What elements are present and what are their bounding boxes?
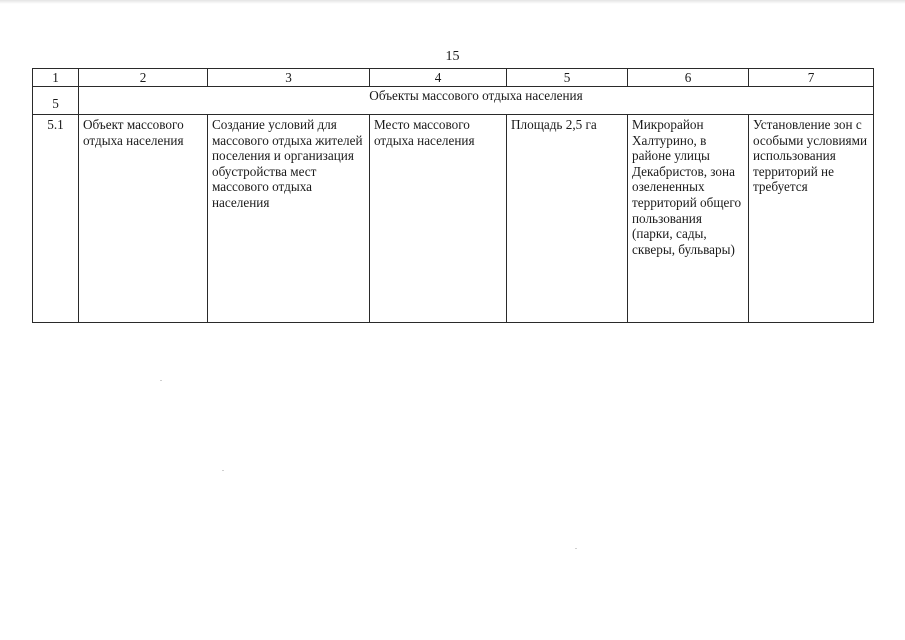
scan-speck bbox=[222, 470, 224, 471]
column-number-cell: 5 bbox=[507, 69, 628, 87]
section-row bbox=[33, 87, 874, 115]
object-name-cell: Объект массового отдыха населения bbox=[79, 115, 208, 323]
row-number: 5.1 bbox=[33, 115, 79, 323]
column-number-cell: 1 bbox=[33, 69, 79, 87]
page-top-edge bbox=[0, 0, 905, 4]
column-number-cell: 7 bbox=[749, 69, 874, 87]
scan-speck bbox=[160, 380, 162, 381]
column-number-cell: 4 bbox=[370, 69, 507, 87]
page-number: 15 bbox=[445, 49, 460, 64]
table-row bbox=[33, 115, 874, 323]
purpose-cell: Создание условий для массового отдыха жителей поселения и организация обустройства мест массового отдыха населения bbox=[208, 115, 370, 323]
object-type-cell: Место массового отдыха населения bbox=[370, 115, 507, 323]
column-number-row bbox=[33, 69, 874, 87]
column-number-cell: 2 bbox=[79, 69, 208, 87]
location-cell: Микрорайон Халтурино, в районе улицы Декабристов, зона озелененных территорий общего пользования (парки, сады, скверы, бульвары) bbox=[628, 115, 749, 323]
characteristics-cell: Площадь 2,5 га bbox=[507, 115, 628, 323]
section-title: Объекты массового отдыха населения bbox=[79, 87, 874, 115]
column-number-cell: 3 bbox=[208, 69, 370, 87]
column-number-cell: 6 bbox=[628, 69, 749, 87]
section-number: 5 bbox=[33, 87, 79, 115]
planning-table bbox=[32, 68, 874, 323]
scan-speck bbox=[575, 548, 577, 549]
zones-cell: Установление зон с особыми условиями использования территорий не требуется bbox=[749, 115, 874, 323]
